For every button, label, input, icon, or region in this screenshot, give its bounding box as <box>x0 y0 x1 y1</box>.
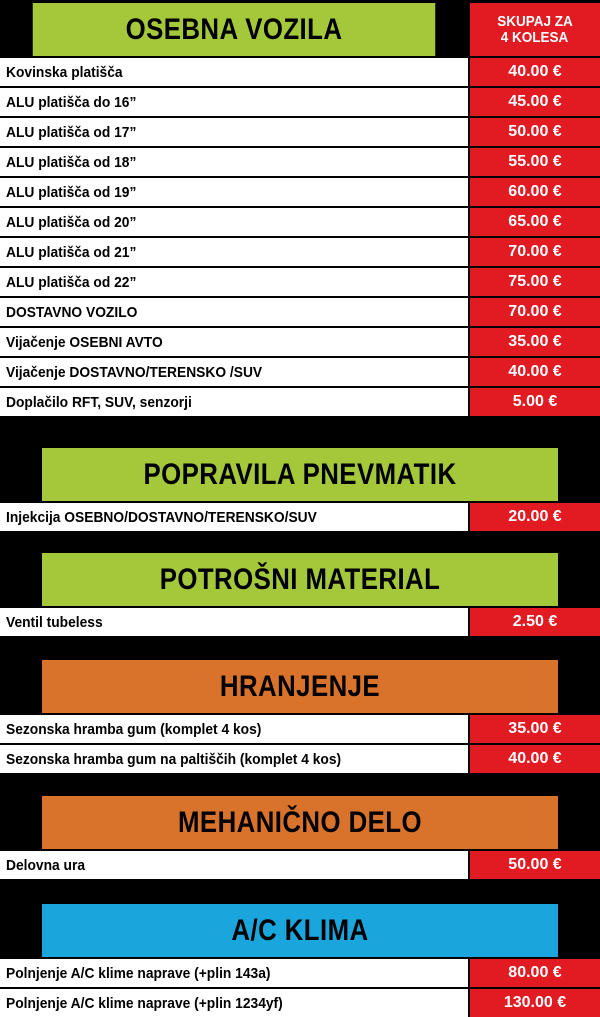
section-mehanicno-delo <box>0 796 600 879</box>
price-row: Delovna ura 50.00 € <box>0 851 600 879</box>
price-value: 50.00 € <box>470 118 600 146</box>
price-row: Ventil tubeless 2.50 € <box>0 608 600 636</box>
price-row: DOSTAVNO VOZILO 70.00 € <box>0 298 600 326</box>
price-value: 35.00 € <box>470 328 600 356</box>
price-value: 130.00 € <box>470 989 600 1017</box>
price-row: Injekcija OSEBNO/DOSTAVNO/TERENSKO/SUV 20.00 € <box>0 503 600 531</box>
price-row: Kovinska platišča 40.00 € <box>0 58 600 86</box>
price-value: 65.00 € <box>470 208 600 236</box>
price-row: ALU platišča od 19” 60.00 € <box>0 178 600 206</box>
price-value: 80.00 € <box>470 959 600 987</box>
price-value: 20.00 € <box>470 503 600 531</box>
section-title: OSEBNA VOZILA <box>33 3 435 56</box>
price-value: 45.00 € <box>470 88 600 116</box>
price-value: 2.50 € <box>470 608 600 636</box>
section-title: POPRAVILA PNEVMATIK <box>42 448 558 501</box>
price-value: 40.00 € <box>470 745 600 773</box>
price-row: Vijačenje OSEBNI AVTO 35.00 € <box>0 328 600 356</box>
price-value: 35.00 € <box>470 715 600 743</box>
price-value: 40.00 € <box>470 358 600 386</box>
price-row: ALU platišča do 16” 45.00 € <box>0 88 600 116</box>
price-row: ALU platišča od 22” 75.00 € <box>0 268 600 296</box>
section-popravila-pnevmatik <box>0 448 600 531</box>
price-value: 75.00 € <box>470 268 600 296</box>
section-title: POTROŠNI MATERIAL <box>42 553 558 606</box>
price-value: 70.00 € <box>470 298 600 326</box>
price-row: Vijačenje DOSTAVNO/TERENSKO /SUV 40.00 € <box>0 358 600 386</box>
price-row: Polnjenje A/C klime naprave (+plin 143a) 80.00 € <box>0 959 600 987</box>
section-title: HRANJENJE <box>42 660 558 713</box>
price-row: ALU platišča od 18” 55.00 € <box>0 148 600 176</box>
section-osebna-vozila <box>0 3 600 416</box>
price-row: ALU platišča od 20” 65.00 € <box>0 208 600 236</box>
price-value: 5.00 € <box>470 388 600 416</box>
price-value: 70.00 € <box>470 238 600 266</box>
price-row: Doplačilo RFT, SUV, senzorji 5.00 € <box>0 388 600 416</box>
price-value: 40.00 € <box>470 58 600 86</box>
price-value: 60.00 € <box>470 178 600 206</box>
price-row: ALU platišča od 21” 70.00 € <box>0 238 600 266</box>
price-row: Sezonska hramba gum (komplet 4 kos) 35.00 € <box>0 715 600 743</box>
price-column-header: SKUPAJ ZA 4 KOLESA <box>470 3 600 56</box>
section-ac-klima <box>0 904 600 1017</box>
price-value: 50.00 € <box>470 851 600 879</box>
section-hranjenje <box>0 660 600 773</box>
price-value: 55.00 € <box>470 148 600 176</box>
price-row: Sezonska hramba gum na paltiščih (komplet 4 kos) 40.00 € <box>0 745 600 773</box>
section-title: MEHANIČNO DELO <box>42 796 558 849</box>
section-title: A/C KLIMA <box>42 904 558 957</box>
price-row: Polnjenje A/C klime naprave (+plin 1234yf) 130.00 € <box>0 989 600 1017</box>
section-potrosni-material <box>0 553 600 636</box>
price-row: ALU platišča od 17” 50.00 € <box>0 118 600 146</box>
